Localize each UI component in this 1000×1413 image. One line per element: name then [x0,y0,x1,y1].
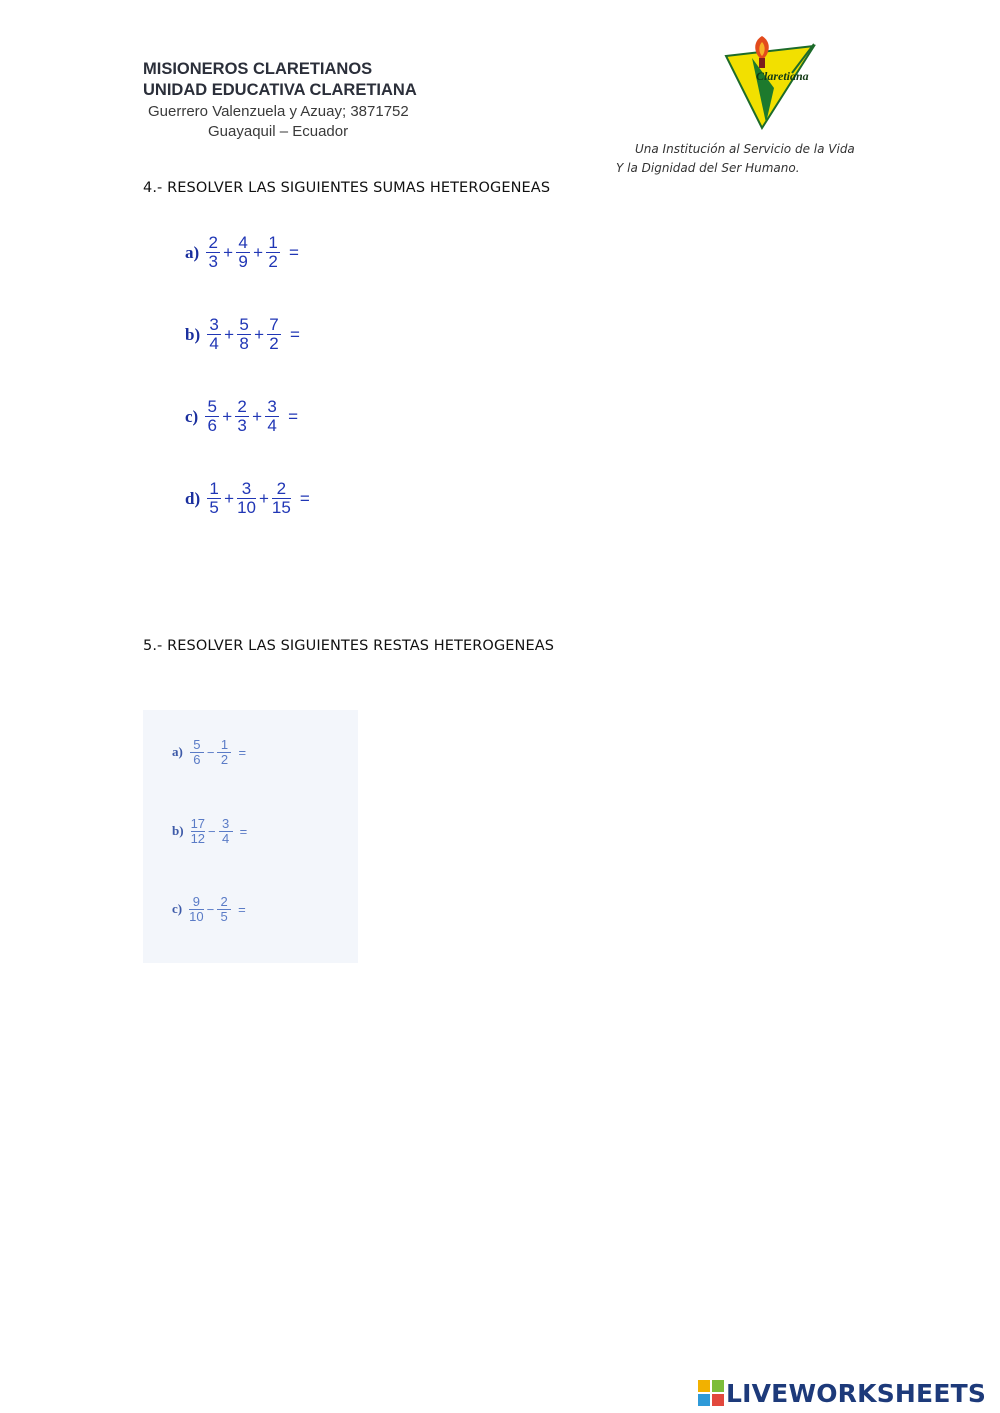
claretiana-logo [722,28,830,130]
fraction: $\frac{17}{12}$ [190,816,206,846]
liveworksheets-brand [698,1378,986,1408]
resta-problem-c: c) $\frac{9}{10}$ − $\frac{2}{5}$ = [172,894,246,924]
school-name: UNIDAD EDUCATIVA CLARETIANA [143,81,417,99]
motto-line-2: Y la Dignidad del Ser Humano. [616,161,800,175]
suma-problem-a: a) $\frac{2}{3}$ + $\frac{4}{9}$ + $\frac{1}{2}$ = [185,233,299,272]
fraction: $\frac{1}{2}$ [266,234,280,271]
fraction: $\frac{3}{4}$ [207,316,221,353]
problem-label: b) [172,823,184,839]
fraction: $\frac{3}{4}$ [219,817,233,845]
school-address: Guerrero Valenzuela y Azuay; 3871752 [148,103,409,120]
fraction: $\frac{9}{10}$ [189,894,204,924]
fraction: $\frac{2}{3}$ [235,398,249,435]
fraction: $\frac{1}{5}$ [207,480,221,517]
problem-label: b) [185,324,201,344]
fraction: $\frac{2}{5}$ [217,895,231,923]
suma-problem-d: d) $\frac{1}{5}$ + $\frac{3}{10}$ + $\frac{2}{15}$ = [185,479,310,518]
fraction: $\frac{5}{6}$ [205,398,219,435]
svg-text:Claretiana: Claretiana [756,69,809,83]
fraction: $\frac{7}{2}$ [267,316,281,353]
problem-label: a) [172,744,183,760]
suma-problem-c: c) $\frac{5}{6}$ + $\frac{2}{3}$ + $\frac{3}{4}$ = [185,397,299,436]
fraction: $\frac{3}{10}$ [237,479,256,518]
school-order-name: MISIONEROS CLARETIANOS [143,60,373,78]
suma-problem-b: b) $\frac{3}{4}$ + $\frac{5}{8}$ + $\frac{7}{2}$ = [185,315,300,354]
liveworksheets-wordmark: LIVEWORKSHEETS [726,1378,987,1408]
liveworksheets-icon [698,1380,724,1406]
fraction: $\frac{2}{15}$ [271,479,291,518]
fraction: $\frac{1}{2}$ [217,738,231,766]
fraction: $\frac{5}{8}$ [237,316,251,353]
problem-label: d) [185,488,201,508]
resta-problem-a: a) $\frac{5}{6}$ − $\frac{1}{2}$ = [172,737,247,767]
section-5-title: 5.- RESOLVER LAS SIGUIENTES RESTAS HETEROGENEAS [143,638,555,654]
fraction: $\frac{3}{4}$ [265,398,279,435]
section-4-title: 4.- RESOLVER LAS SIGUIENTES SUMAS HETEROGENEAS [143,180,551,196]
problem-label: c) [172,901,183,917]
fraction: $\frac{2}{3}$ [206,234,220,271]
fraction: $\frac{5}{6}$ [190,738,204,766]
problem-label: c) [185,406,199,426]
problem-label: a) [185,242,200,262]
resta-problem-b: b) $\frac{17}{12}$ − $\frac{3}{4}$ = [172,816,248,846]
school-city: Guayaquil – Ecuador [208,123,349,140]
motto-line-1: Una Institución al Servicio de la Vida [635,142,855,156]
fraction: $\frac{4}{9}$ [236,234,250,271]
